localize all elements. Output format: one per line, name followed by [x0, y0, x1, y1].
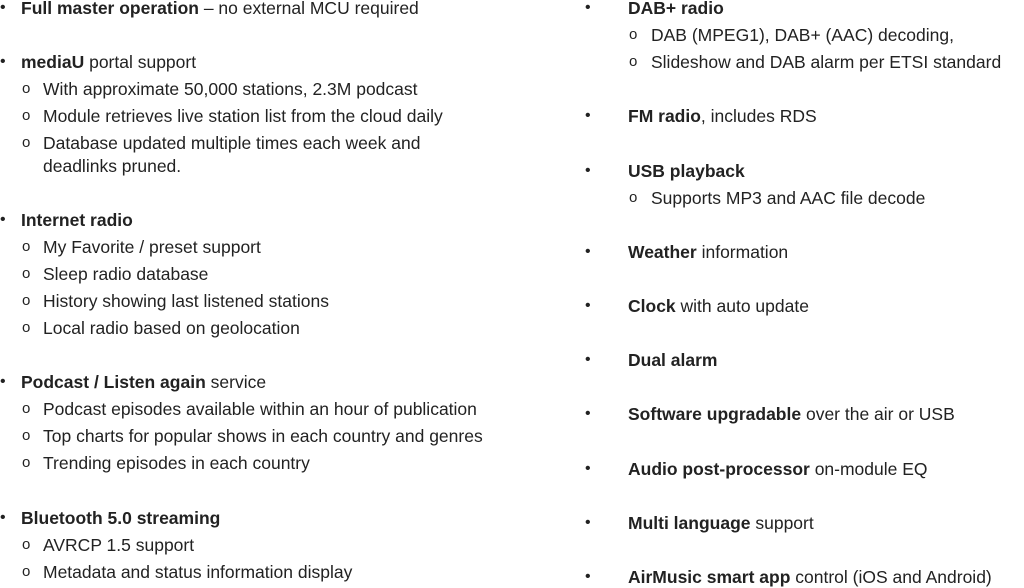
bullet-icon: • [0, 373, 6, 390]
sub-bullet-icon: o [22, 563, 31, 580]
sub-bullet-icon: o [22, 427, 31, 444]
bullet-icon: • [585, 243, 591, 260]
feature-bluetooth: Bluetooth 5.0 streaming [21, 508, 221, 528]
feature-dual-alarm: Dual alarm [628, 350, 718, 370]
bullet-icon: • [0, 211, 6, 228]
bullet-icon: • [585, 297, 591, 314]
bullet-icon: • [585, 568, 591, 585]
feature-multi-language: Multi language support [628, 513, 814, 533]
sub-bullet-icon: o [22, 265, 31, 282]
sub-item: Sleep radio database [43, 264, 209, 284]
sub-bullet-icon: o [629, 26, 638, 43]
sub-item: Supports MP3 and AAC file decode [651, 188, 926, 208]
bullet-icon: • [0, 509, 6, 526]
sub-item: Database updated multiple times each week and [43, 133, 421, 153]
feature-fm-radio: FM radio, includes RDS [628, 106, 817, 126]
sub-item: Module retrieves live station list from the cloud daily [43, 106, 443, 126]
feature-dab-radio: DAB+ radio [628, 0, 724, 18]
sub-bullet-icon: o [22, 454, 31, 471]
sub-bullet-icon: o [22, 238, 31, 255]
feature-usb-playback: USB playback [628, 161, 745, 181]
feature-mediau: mediaU portal support [21, 52, 197, 72]
sub-item: My Favorite / preset support [43, 237, 261, 257]
sub-item: Slideshow and DAB alarm per ETSI standard [651, 52, 1002, 72]
feature-software-upgradable: Software upgradable over the air or USB [628, 404, 955, 424]
sub-bullet-icon: o [22, 107, 31, 124]
bullet-icon: • [585, 460, 591, 477]
bullet-icon: • [585, 162, 591, 179]
sub-item: Trending episodes in each country [43, 453, 310, 473]
feature-clock: Clock with auto update [628, 296, 809, 316]
sub-bullet-icon: o [22, 536, 31, 553]
sub-bullet-icon: o [22, 400, 31, 417]
feature-airmusic-app: AirMusic smart app control (iOS and Android) [628, 567, 992, 587]
feature-podcast: Podcast / Listen again service [21, 372, 267, 392]
bullet-icon: • [0, 53, 6, 70]
bullet-icon: • [0, 0, 6, 16]
feature-weather: Weather information [628, 242, 789, 262]
sub-bullet-icon: o [22, 80, 31, 97]
sub-bullet-icon: o [22, 292, 31, 309]
sub-bullet-icon: o [22, 319, 31, 336]
sub-bullet-icon: o [629, 53, 638, 70]
sub-item: Top charts for popular shows in each country and genres [43, 426, 483, 446]
sub-item: AVRCP 1.5 support [43, 535, 195, 555]
bullet-icon: • [585, 405, 591, 422]
feature-full-master: Full master operation – no external MCU required [21, 0, 419, 18]
bullet-icon: • [585, 514, 591, 531]
sub-item-continuation: deadlinks pruned. [43, 156, 182, 176]
sub-item: Podcast episodes available within an hour of publication [43, 399, 477, 419]
sub-item: DAB (MPEG1), DAB+ (AAC) decoding, [651, 25, 954, 45]
feature-audio-post-processor: Audio post-processor on-module EQ [628, 459, 928, 479]
sub-bullet-icon: o [629, 189, 638, 206]
sub-item: History showing last listened stations [43, 291, 329, 311]
sub-item: Local radio based on geolocation [43, 318, 300, 338]
sub-item: Metadata and status information display [43, 562, 353, 582]
feature-internet-radio: Internet radio [21, 210, 133, 230]
sub-item: With approximate 50,000 stations, 2.3M podcast [43, 79, 418, 99]
bullet-icon: • [585, 0, 591, 16]
bullet-icon: • [585, 351, 591, 368]
sub-bullet-icon: o [22, 134, 31, 151]
bullet-icon: • [585, 107, 591, 124]
